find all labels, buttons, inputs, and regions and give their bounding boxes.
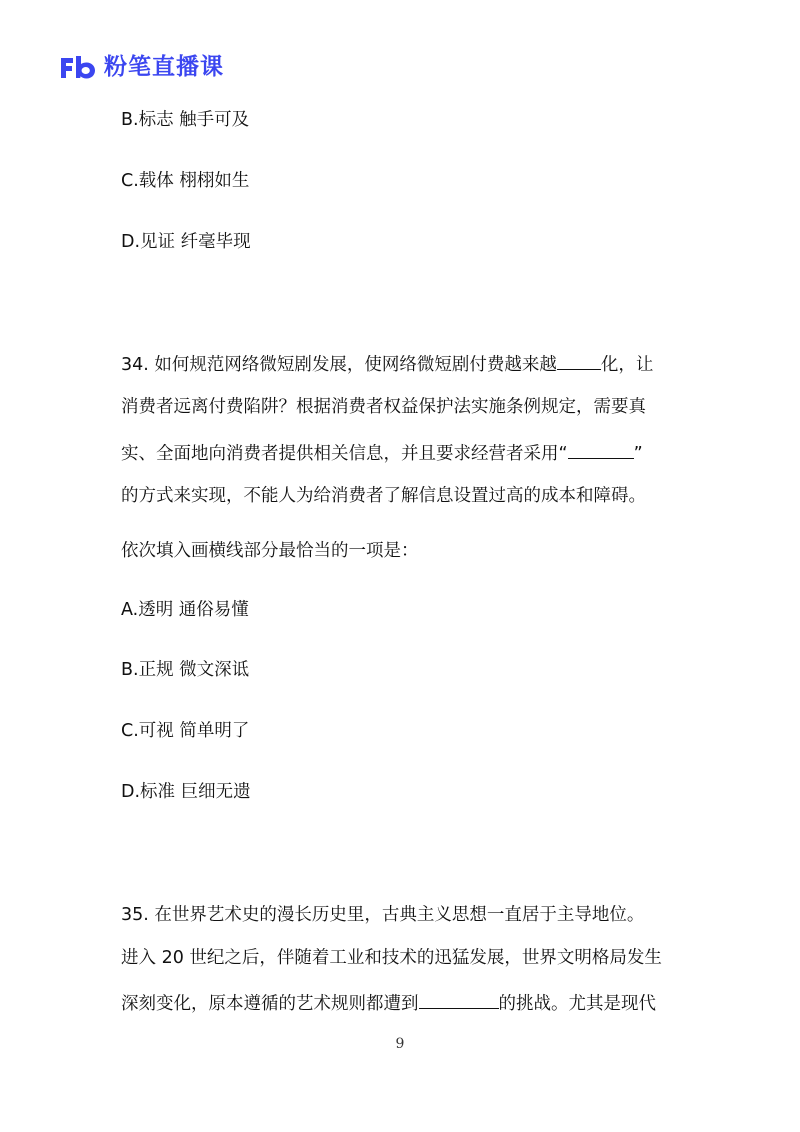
q34-stem-line-4: 的方式来实现，不能人为给消费者了解信息设置过高的成本和障碍。 [121, 486, 646, 506]
q34-option-b: B.正规 微文深诋 [121, 660, 250, 680]
q35-text-3a: 深刻变化，原本遵循的艺术规则都遭到 [121, 994, 419, 1014]
q35-stem-line-1: 35. 在世界艺术史的漫长历史里，古典主义思想一直居于主导地位。 [121, 905, 645, 925]
logo-text: 粉笔直播课 [104, 54, 224, 80]
q33-option-b: B.标志 触手可及 [121, 110, 250, 130]
q35-blank-1 [419, 990, 499, 1009]
q35-stem-line-2: 进入 20 世纪之后，伴随着工业和技术的迅猛发展，世界文明格局发生 [121, 948, 662, 968]
q34-text-1b: 化，让 [600, 355, 654, 375]
q34-text-3a: 实、全面地向消费者提供相关信息，并且要求经营者采用“ [121, 444, 568, 464]
q35-stem-line-3 [121, 990, 656, 1016]
q34-stem-line-1 [121, 351, 653, 377]
q34-option-c: C.可视 简单明了 [121, 721, 250, 741]
page-number: 9 [395, 1036, 405, 1052]
q34-stem-line-3 [121, 440, 643, 466]
q34-stem-line-2: 消费者远离付费陷阱？根据消费者权益保护法实施条例规定，需要真 [121, 397, 646, 417]
q34-blank-2 [568, 440, 634, 459]
q33-option-c: C.载体 栩栩如生 [121, 171, 250, 191]
q34-text-1a: 34. 如何规范网络微短剧发展，使网络微短剧付费越来越 [121, 355, 557, 375]
q34-option-d: D.标准 巨细无遗 [121, 782, 251, 802]
fb-logo-icon [58, 54, 98, 80]
q35-text-3b: 的挑战。尤其是现代 [498, 994, 656, 1014]
q34-prompt: 依次填入画横线部分最恰当的一项是： [121, 541, 419, 561]
header-logo [58, 52, 224, 82]
q34-blank-1 [557, 351, 601, 370]
q34-option-a: A.透明 通俗易懂 [121, 600, 249, 620]
q34-text-3b: ” [633, 444, 643, 464]
q33-option-d: D.见证 纤毫毕现 [121, 232, 251, 252]
